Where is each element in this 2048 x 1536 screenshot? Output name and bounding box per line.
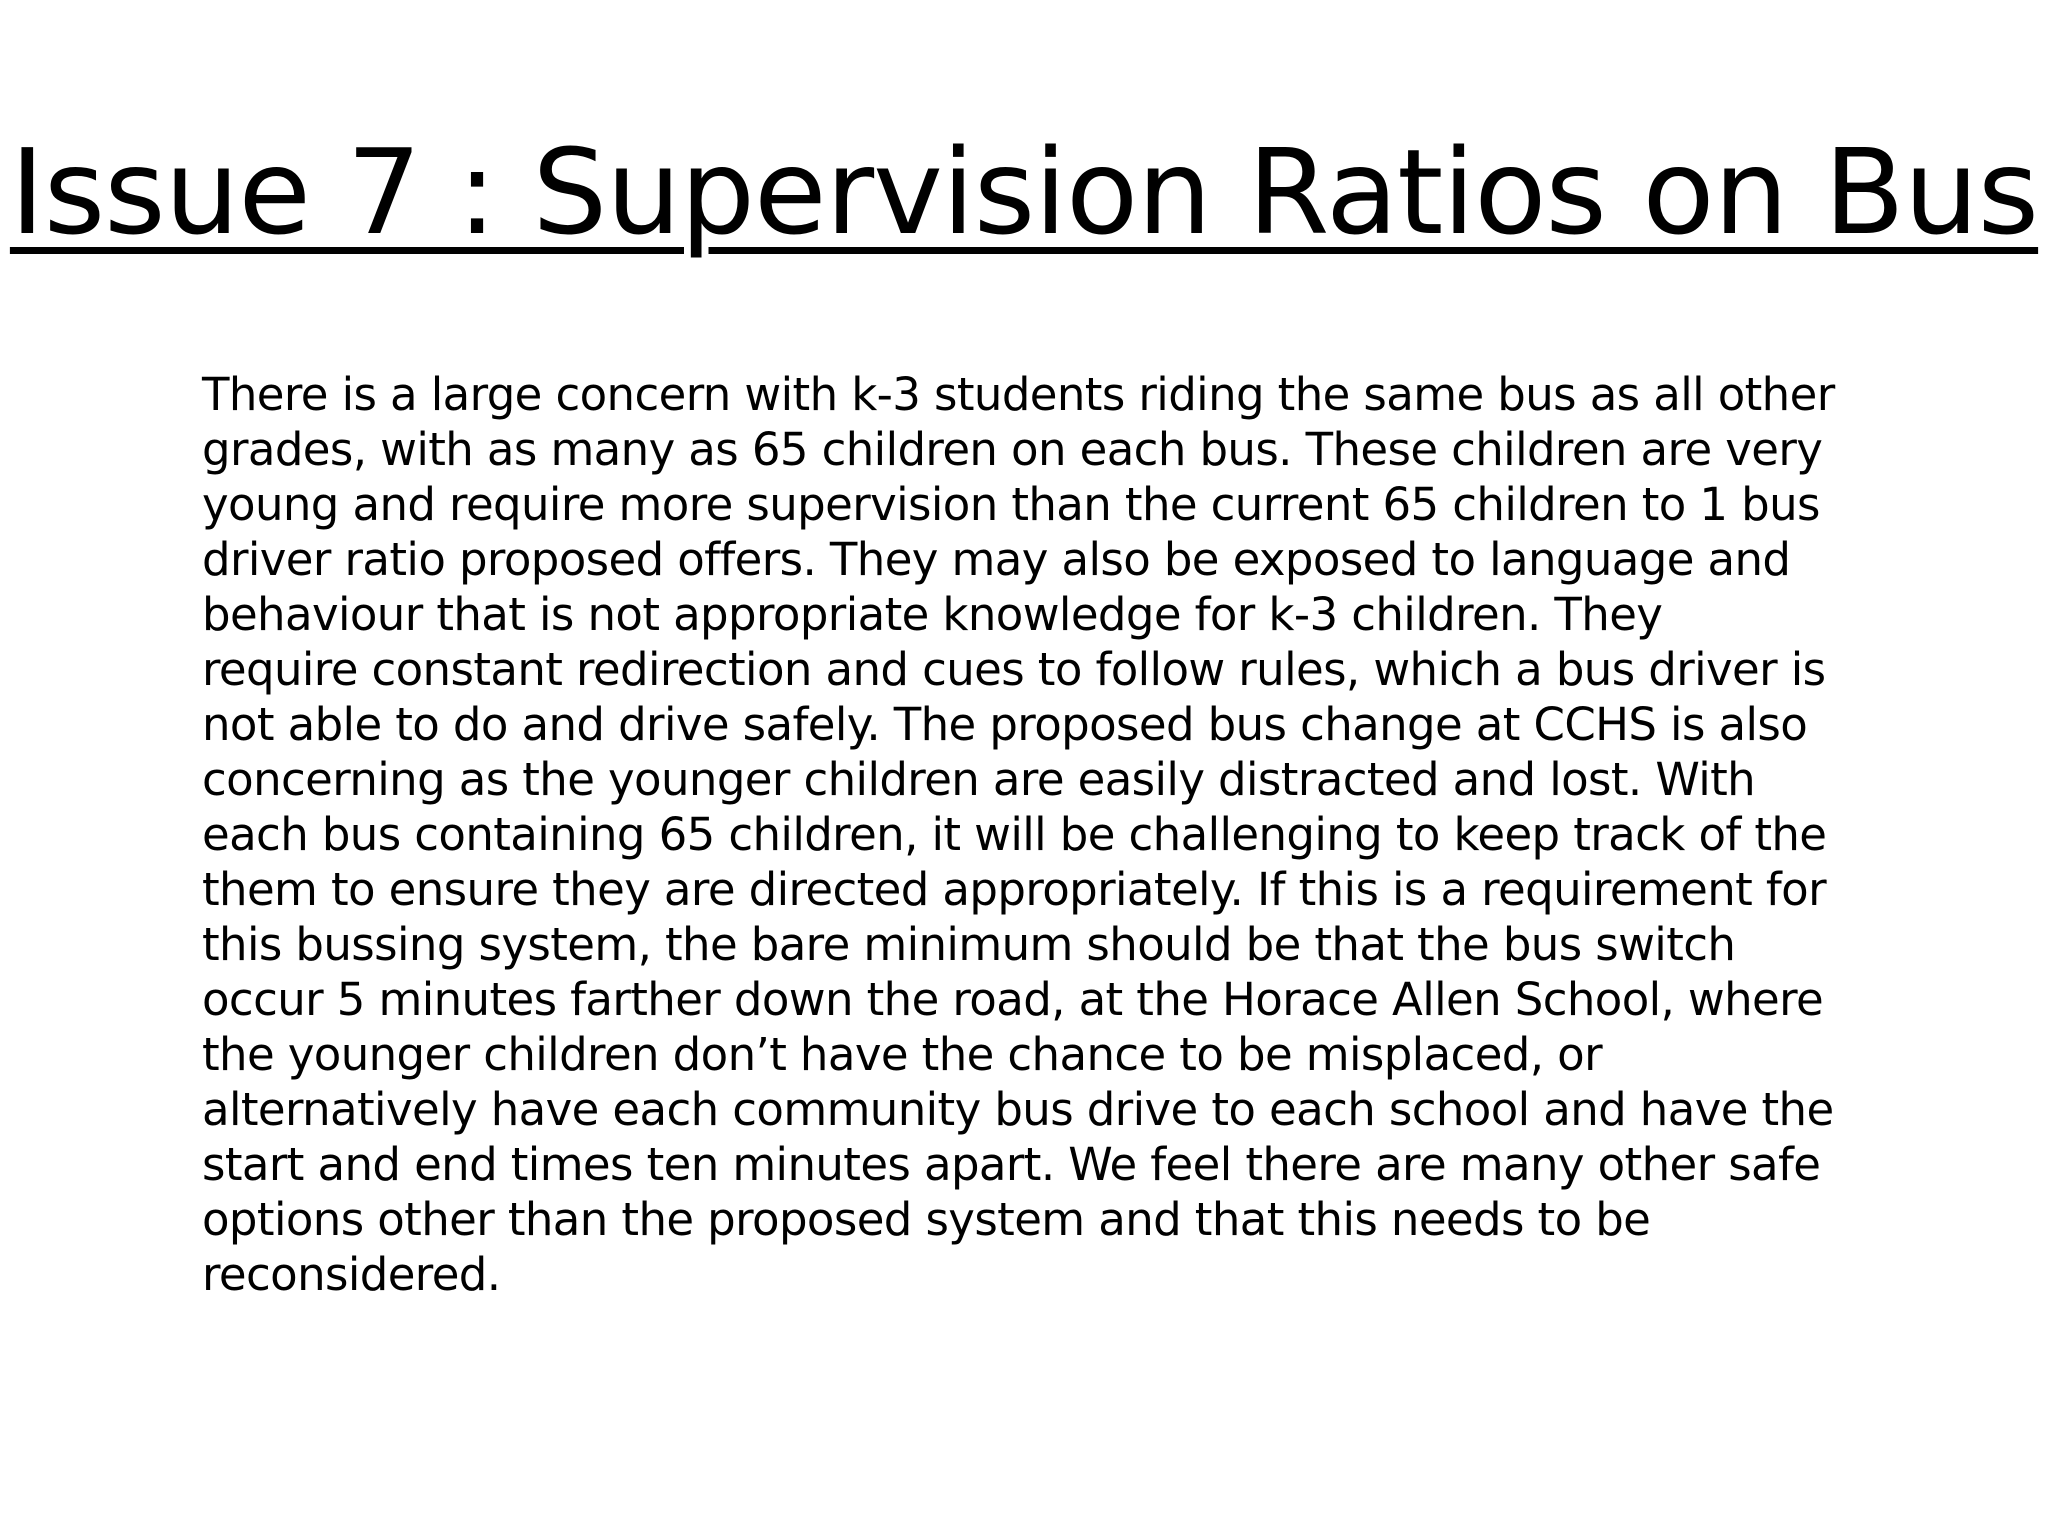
body-line: There is a large concern with k-3 students riding the same bus as all other [202,368,1835,421]
body-line: behaviour that is not appropriate knowledge for k-3 children. They [202,588,1663,641]
body-line: occur 5 minutes farther down the road, at the Horace Allen School, where [202,973,1824,1026]
slide-body-text [202,367,1942,1302]
body-line: them to ensure they are directed appropriately. If this is a requirement for [202,863,1826,916]
body-line: each bus containing 65 children, it will be challenging to keep track of the [202,808,1827,861]
body-line: options other than the proposed system and that this needs to be [202,1193,1651,1246]
slide-title: Issue 7 : Supervision Ratios on Bus [9,123,2039,261]
body-line: driver ratio proposed offers. They may also be exposed to language and [202,533,1791,586]
body-line: start and end times ten minutes apart. We feel there are many other safe [202,1138,1821,1191]
body-line: young and require more supervision than the current 65 children to 1 bus [202,478,1820,531]
body-line: the younger children don’t have the chance to be misplaced, or [202,1028,1602,1081]
body-line: alternatively have each community bus drive to each school and have the [202,1083,1834,1136]
body-line: reconsidered. [202,1248,501,1301]
body-line: concerning as the younger children are easily distracted and lost. With [202,753,1756,806]
body-line: not able to do and drive safely. The proposed bus change at CCHS is also [202,698,1808,751]
body-line: this bussing system, the bare minimum should be that the bus switch [202,918,1736,971]
body-line: require constant redirection and cues to follow rules, which a bus driver is [202,643,1826,696]
body-line: grades, with as many as 65 children on each bus. These children are very [202,423,1823,476]
